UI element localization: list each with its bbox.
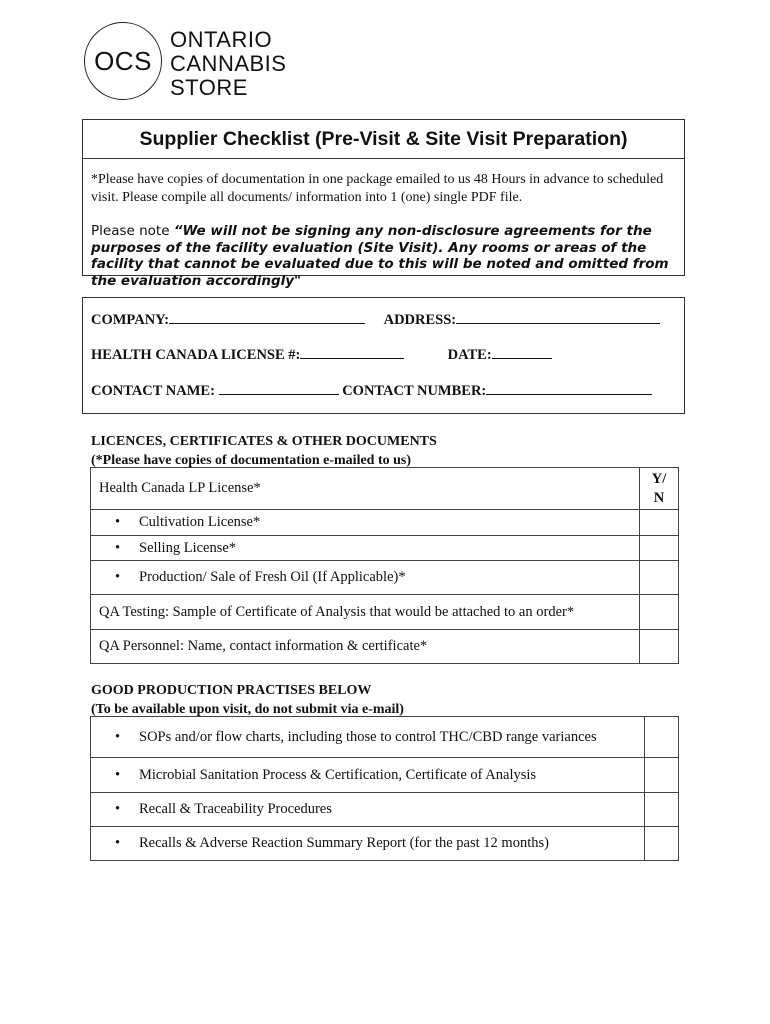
logo-abbreviation: OCS — [94, 46, 152, 76]
row-text: Recall & Traceability Procedures — [139, 801, 332, 817]
logo-line-2: CANNABIS — [170, 51, 287, 76]
company-label: COMPANY: — [91, 312, 170, 328]
bullet-icon: • — [115, 801, 121, 817]
yn-header-line2: N — [653, 489, 665, 506]
row-text: Recalls & Adverse Reaction Summary Report (for the past 12 months) — [139, 835, 549, 851]
row-text: Microbial Sanitation Process & Certification, Certificate of Analysis — [139, 766, 537, 783]
logo-line-1: ONTARIO — [170, 27, 273, 52]
row-label — [91, 717, 645, 758]
section-gpp-title: GOOD PRODUCTION PRACTISES BELOW — [91, 683, 372, 698]
info-row-license — [91, 344, 552, 364]
row-text: Selling License* — [139, 539, 237, 556]
address-label: ADDRESS: — [383, 312, 457, 328]
row-text: Production/ Sale of Fresh Oil (If Applicable)* — [139, 569, 406, 585]
table-row — [91, 717, 679, 758]
yn-cell[interactable] — [645, 717, 679, 758]
yn-cell[interactable] — [640, 561, 679, 595]
nda-notice — [91, 223, 681, 289]
row-text: Cultivation License* — [139, 514, 261, 530]
row-label: QA Testing: Sample of Certificate of Analysis that would be attached to an order* — [91, 595, 640, 630]
yn-cell[interactable] — [645, 758, 679, 793]
date-label: DATE: — [447, 347, 492, 363]
yn-cell[interactable] — [640, 536, 679, 561]
logo-wordmark — [170, 28, 286, 100]
instructions-note: *Please have copies of documentation in one package emailed to us 48 Hours in advance to scheduled visit. Please compile all documents/ information into 1 (one) single PDF file. — [91, 172, 664, 205]
table-row — [91, 827, 679, 861]
page-title: Supplier Checklist (Pre-Visit & Site Visit Preparation) — [139, 128, 628, 150]
nda-notice-prefix: Please note — [91, 223, 174, 239]
yn-cell[interactable] — [640, 510, 679, 536]
ocs-logo — [84, 22, 304, 108]
table-row — [91, 468, 679, 510]
address-field[interactable] — [456, 309, 660, 324]
section-gpp-heading — [91, 681, 404, 719]
yn-header — [640, 468, 679, 510]
row-label — [91, 758, 645, 793]
yn-header-line1: Y/ — [651, 470, 667, 487]
bullet-icon: • — [115, 514, 121, 530]
row-label — [91, 827, 645, 861]
licences-checklist — [90, 467, 679, 664]
section-gpp-subtitle: (To be available upon visit, do not submit via e-mail) — [91, 702, 404, 717]
company-field[interactable] — [169, 309, 365, 324]
bullet-icon: • — [115, 728, 121, 745]
license-field[interactable] — [300, 344, 404, 359]
contact-name-label: CONTACT NAME: — [91, 383, 215, 399]
yn-cell[interactable] — [645, 827, 679, 861]
logo-line-3: STORE — [170, 75, 248, 100]
yn-cell[interactable] — [640, 630, 679, 664]
contact-number-field[interactable] — [486, 380, 652, 395]
contact-name-field[interactable] — [219, 380, 339, 395]
row-label: QA Personnel: Name, contact information & certificate* — [91, 630, 640, 664]
contact-number-label: CONTACT NUMBER: — [342, 383, 487, 399]
table-row — [91, 536, 679, 561]
section-licences-heading — [91, 432, 437, 470]
row-label — [91, 793, 645, 827]
row-label — [91, 510, 640, 536]
instructions-box — [82, 157, 685, 289]
title-box — [82, 119, 685, 159]
bullet-icon: • — [115, 569, 121, 585]
table-row — [91, 758, 679, 793]
section-licences-title: LICENCES, CERTIFICATES & OTHER DOCUMENTS — [91, 434, 437, 449]
supplier-info-form — [82, 297, 685, 414]
gpp-checklist — [90, 716, 679, 861]
table-row — [91, 561, 679, 595]
table-row — [91, 595, 679, 630]
bullet-icon: • — [115, 539, 121, 556]
yn-cell[interactable] — [640, 595, 679, 630]
info-row-company — [91, 309, 660, 329]
row-label — [91, 561, 640, 595]
bullet-icon: • — [115, 835, 121, 851]
row-label: Health Canada LP License* — [91, 468, 640, 510]
table-row — [91, 510, 679, 536]
row-text: SOPs and/or flow charts, including those to control THC/CBD range variances — [139, 728, 597, 745]
bullet-icon: • — [115, 766, 121, 783]
nda-notice-bold: “We will not be signing any non-disclosure agreements for the purposes of the facility evaluation (Site Visit). Any rooms or areas of the facility that cannot be evaluated due to this will be noted and omitted from the evaluation accordingly" — [91, 223, 669, 289]
table-row — [91, 630, 679, 664]
license-label: HEALTH CANADA LICENSE #: — [91, 347, 301, 363]
yn-cell[interactable] — [645, 793, 679, 827]
row-label — [91, 536, 640, 561]
section-licences-subtitle: (*Please have copies of documentation e-mailed to us) — [91, 453, 412, 468]
info-row-contact — [91, 380, 652, 400]
table-row — [91, 793, 679, 827]
date-field[interactable] — [492, 344, 552, 359]
